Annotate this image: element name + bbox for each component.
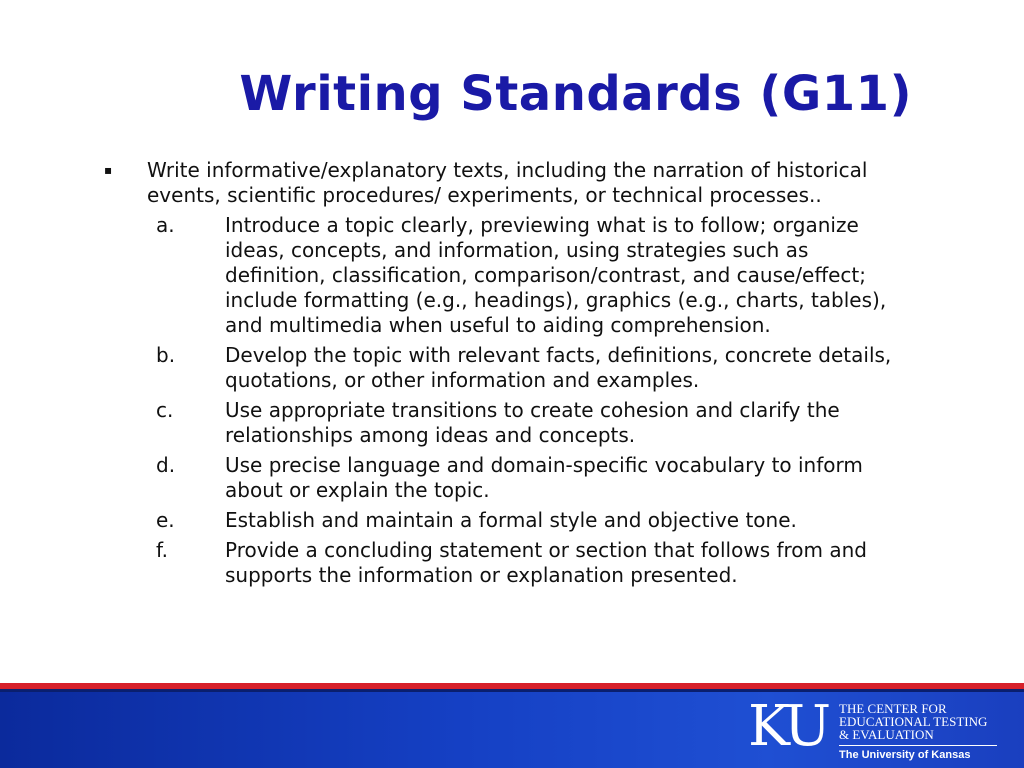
list-marker: d. (156, 453, 176, 477)
list-item-text: Use precise language and domain-specific vocabulary to inform about or explain the topic. (225, 453, 863, 502)
ku-logo-text (839, 702, 999, 762)
main-bullet (100, 158, 920, 208)
logo-university: The University of Kansas (839, 749, 971, 761)
slide-content (100, 158, 920, 593)
list-item (100, 213, 920, 338)
logo-rule (839, 745, 997, 746)
list-marker: e. (156, 508, 175, 532)
footer-divider-blue (0, 689, 1024, 692)
square-bullet-icon: ▪ (104, 163, 113, 177)
list-item-text: Use appropriate transitions to create cohesion and clarify the relationships among ideas and concepts. (225, 398, 840, 447)
list-marker: f. (156, 538, 168, 562)
list-item-text: Provide a concluding statement or section that follows from and supports the information or explanation presented. (225, 538, 868, 587)
list-item-text: Introduce a topic clearly, previewing what is to follow; organize ideas, concepts, and information, using strategies such as definition, classification, comparison/contrast, and cause/effect; include formatting (e.g., headings), graphics (e.g., charts, tables), and multimedia when useful to aiding comprehension. (225, 213, 887, 337)
logo-line-3: & EVALUATION (839, 727, 934, 742)
ku-logo (748, 694, 1008, 761)
sub-list (100, 213, 920, 588)
list-item (100, 398, 920, 448)
list-marker: a. (156, 213, 175, 237)
list-item (100, 508, 920, 533)
list-item (100, 343, 920, 393)
list-marker: b. (156, 343, 176, 367)
list-item (100, 538, 920, 588)
bullet-text: Write informative/explanatory texts, including the narration of historical events, scientific procedures/ experiments, or technical processes.. (147, 158, 868, 207)
logo-line-2: EDUCATIONAL TESTING (839, 714, 988, 729)
list-item-text: Establish and maintain a formal style and objective tone. (225, 508, 797, 532)
ku-logo-letters: KU (748, 694, 828, 759)
list-item (100, 453, 920, 503)
list-marker: c. (156, 398, 174, 422)
logo-line-1: THE CENTER FOR (839, 701, 947, 716)
list-item-text: Develop the topic with relevant facts, definitions, concrete details, quotations, or other information and examples. (225, 343, 892, 392)
slide-title: Writing Standards (G11) (239, 66, 912, 122)
